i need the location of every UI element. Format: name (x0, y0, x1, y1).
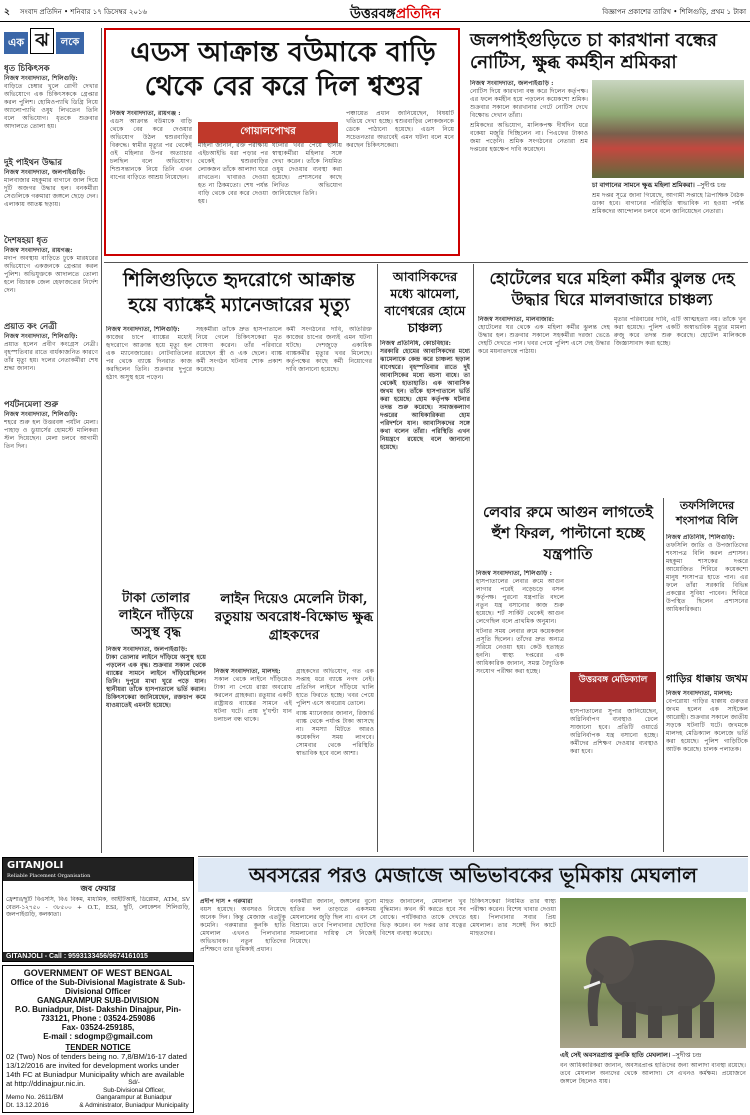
elderly-story (104, 590, 208, 852)
masthead (350, 2, 440, 26)
gov-subdivision: GANGARAMPUR SUB-DIVISION (37, 996, 159, 1005)
cash-col-1 (214, 668, 292, 848)
brief-byline: নিজস্ব সংবাদদাতা, শিলিগুড়ি: (4, 411, 78, 418)
brief-body: মালবাজার মহকুমার বাগানে জাল দিয়ে দুটি অজগর উদ্ধার হল। বনকর্মীরা সেগুলিকে গরুমারা জঙ্গলে ছেড়ে দেন। এলাকায় আতঙ্ক ছড়ায়। (4, 177, 98, 208)
elephant-col-1 (200, 898, 286, 1110)
brief-title: দৈশষহয়া ধৃত (4, 236, 48, 246)
car-byline: নিজস্ব সংবাদদাতা, মালদহ: (666, 690, 733, 697)
tribal-headline: তফসিলিদের শংসাপত্র বিলি (676, 499, 738, 527)
column-rule (101, 28, 102, 853)
tea-story (466, 28, 748, 268)
tribal-body: তফসিলি জাতি ও উপজাতিদের শংসাপত্র বিলি করল প্রশাসন। মহকুমা শাসকের দপ্তরে আয়োজিত শিবিরে কয়েকশো মানুষ শংসাপত্র হাতে পান। এর ফলে তাঁরা সরকারি বিভিন্ন প্রকল্পের সুবিধা পাবেন। শিবিরে উপস্থিত ছিলেন প্রশাসনের আধিকারিকরা। (666, 542, 748, 613)
tea-byline: নিজস্ব সংবাদদাতা, জলপাইগুড়ি : (470, 80, 554, 87)
photo-credit: –সুদীপ্ত চন্দ্র (672, 1051, 702, 1059)
tribal-body-col (666, 534, 748, 666)
page-header (0, 0, 750, 22)
gov-address: P.O. Buniadpur, Dist- Dakshin Dinajpur, Pin- 733121, Phone : 03524-259086 (14, 1005, 182, 1023)
elephant-body: চিকিৎসকেরা নিয়মিত তার স্বাস্থ্য পরীক্ষা করেন। বিশেষ খাবার দেওয়া হয়। পিলখানার সবার প্রিয় মেঘলাল। তার সঙ্গেই দিন কাটে মাহুতদের। (470, 898, 556, 937)
ek-jholoke-logo (4, 28, 84, 56)
gov-sign: & Administrator, Buniadpur Municipality (79, 1102, 189, 1110)
brief-item (4, 159, 98, 209)
car-headline: গাড়ির ধাক্কায় জখম (666, 673, 748, 685)
gitanjoli-footer: GITANJOLI - Call : 9593133456/9674161015 (3, 952, 193, 961)
cash-col-2 (296, 668, 374, 848)
elephant-body: বনকর্মীরা জানান, জঙ্গলের বুনো হাতির দল তাড়াতে একসময় মেঘলালের জুড়ি ছিল না। এখন সে বিশ্রামে। তবে পিলখানার ছোটদের সামলানোর দায়িত্ব সে নিজেই নিয়েছে। (290, 898, 376, 945)
heart-col-2 (196, 326, 282, 582)
gitanjoli-heading: জব ফেয়ার (80, 883, 116, 893)
brief-item (4, 237, 98, 295)
heart-body: কাজের চাপে ব্যাঙ্কের মধ্যেই হৃদরোগে আক্রান্ত হয়ে মৃত্যু হল এক ম্যানেজারের। নোটবাতিলের পর থেকে ব্যাঙ্কে দিনরাত কাজ করছিলেন তিনি। শুক্রবার দুপুরে হঠাৎ অসুস্থ হয়ে পড়েন। (106, 334, 192, 381)
gitanjoli-body: ফ্রেশার/ছুটি বিএসসি, বিএ বিকম, মাধ্যমিক, আইটিআই, ডিপ্লোমা, ATM, SV বেতন-১২৭৫০ - ৩৮৫০০ + O.T., ESI, ছুটি, লোকেশন শিলিগুড়ি, জলপাইগুড়ি, কলকাতা। (6, 897, 190, 918)
hotel-col-2 (614, 316, 746, 490)
lead-headline: এডস আক্রান্ত বউমাকে বাড়ি থেকে বের করে দিল শ্বশুর (130, 37, 436, 102)
column-rule (377, 264, 378, 852)
elephant-col-3 (380, 898, 466, 1110)
lead-col-3 (272, 142, 342, 252)
tea-workers-photo (592, 80, 744, 178)
brief-body: বাড়িতে চেম্বার খুলে রোগী দেখার অভিযোগে এক চিকিৎসককে গ্রেপ্তার করল পুলিশ। হোমিওপ্যাথি ডিগ্রি নিয়ে অ্যালোপ্যাথি ওষুধ লিখতেন তিনি বলে অভিযোগ। ধৃতকে শুক্রবার আদালতে তোলা হয়। (4, 83, 98, 130)
cash-body: সকাল থেকে লাইনে দাঁড়িয়েও টাকা না পেয়ে রাস্তা অবরোধ করলেন গ্রাহকরা। রতুয়ার একটি রাষ্ট্রায়ত্ত ব্যাঙ্কের সামনে এই ঘটনা ঘটে। প্রায় দু'ঘণ্টা যান চলাচল বন্ধ থাকে। (214, 676, 292, 723)
photo-credit: –সুদীপ্ত চন্দ্র (696, 181, 726, 189)
elderly-body-col (106, 646, 206, 846)
brief-title: দুই পাইথন উদ্ধার (4, 158, 63, 168)
elderly-byline: নিজস্ব সংবাদদাতা, জলপাইগুড়ি: (106, 646, 188, 653)
brief-item (4, 323, 98, 373)
brief-byline: নিজস্ব সংবাদদাতা, জলপাইগুড়ি: (4, 169, 86, 176)
tea-photo-caption (592, 180, 744, 191)
heart-body: সহকর্মীরা তাঁকে দ্রুত হাসপাতালে নিয়ে গেলে চিকিৎসকেরা মৃত ঘোষণা করেন। তাঁর পরিবারে রয়েছেন স্ত্রী ও এক ছেলে। ব্যাঙ্ক কর্মী সংগঠন ঘটনায় শোক প্রকাশ করেছে। (196, 326, 282, 373)
elephant-col-5 (560, 1062, 746, 1110)
brief-title: প্রয়াত কং নেত্রী (4, 322, 57, 332)
elephant-photo (560, 898, 746, 1048)
car-story (666, 672, 748, 852)
elephant-headline: অবসরের পরও মেজাজে অভিভাবকের ভূমিকায় মেঘলাল (198, 858, 748, 892)
tea-body: শ্রম দপ্তর সূত্রে জানা গিয়েছে, আগামী সপ্তাহে ত্রিপাক্ষিক বৈঠক ডাকা হবে। বাগানের পরিস্থিতি স্বাভাবিক না হওয়া পর্যন্ত শ্রমিকদের আন্দোলন চলবে বলে জানিয়েছেন নেতারা। (592, 192, 744, 215)
home-story (380, 264, 470, 852)
briefs-column (4, 62, 98, 852)
hotel-col-1 (478, 316, 610, 490)
lead-byline: নিজস্ব সংবাদদাতা, রায়গঞ্জ : (110, 110, 181, 117)
brief-byline: নিজস্ব সংবাদদাতা, শিলিগুড়ি: (4, 333, 78, 340)
elephant-body: বন আধিকারিকরা জানান, অবসরপ্রাপ্ত হাতিদের জন্য আলাদা ব্যবস্থা রয়েছে। তবে মেঘলাল অন্যদের থেকে আলাদা। সে এখনও কর্মক্ষম। প্রয়োজনে জঙ্গলে টহলেও যায়। (560, 1062, 746, 1085)
gov-sd: Sd/- (128, 1078, 140, 1086)
lead-col-1 (110, 110, 192, 252)
elephant-body: মাহুত জানালেন, মেঘলাল খুব বুদ্ধিমান। কখন কী করতে হবে সব বোঝে। পর্যটকরাও তাকে দেখতে ভিড় করেন। বন দপ্তর তার যত্নের বিশেষ ব্যবস্থা করেছে। (380, 898, 466, 937)
fire-col-2 (570, 708, 658, 850)
hotel-byline: নিজস্ব সংবাদদাতা, মালবাজার: (478, 316, 555, 323)
fire-byline: নিজস্ব সংবাদদাতা, শিলিগুড়ি : (476, 570, 552, 577)
elephant-photo-caption (560, 1050, 746, 1061)
date-line: সংবাদ প্রতিদিন • শনিবার ১৭ ডিসেম্বর ২০১৬ (20, 8, 148, 16)
fire-col-1 (476, 570, 564, 850)
gov-sign: Gangarampur at Buniadpur (95, 1094, 173, 1102)
brief-title: ধৃত চিকিৎসক (4, 64, 50, 74)
elephant-body: বয়স হয়েছে। অবসরও নিয়েছে অনেক দিন। কিন্তু মেজাজ এতটুকু কমেনি। গরুমারার কুনকি হাতি মেঘলাল এখনও পিলখানার অভিভাবক। নতুন হাতিদের প্রশিক্ষণে তার ভূমিকাই প্রধান। (200, 906, 286, 953)
masthead-prefix: উত্তরবঙ্গ (350, 6, 396, 22)
gov-title: GOVERNMENT OF WEST BENGAL (23, 968, 173, 978)
heart-body: কর্মী সংগঠনের দাবি, অতিরিক্ত কাজের চাপের জন্যই এমন ঘটনা ঘটছে। দেশজুড়ে একাধিক ব্যাঙ্ককর্মীর মৃত্যুর খবর মিলেছে। কর্তৃপক্ষের কাছে কর্মী নিয়োগের দাবি জানানো হয়েছে। (286, 326, 372, 373)
lead-body: এডস আক্রান্ত বউমাকে বাড়ি থেকে বের করে দেওয়ার অভিযোগ উঠল শ্বশুরবাড়ির বিরুদ্ধে। স্বামীর মৃত্যুর পর থেকেই ওই মহিলার উপর অত্যাচার চলছিল বলে অভিযোগ। শিশুসন্তানকে নিয়ে তিনি এখন বাপের বাড়িতে আশ্রয় নিয়েছেন। (110, 118, 192, 181)
lead-body: পঞ্চায়েত প্রধান জানিয়েছেন, বিষয়টি খতিয়ে দেখা হচ্ছে। শ্বশুরবাড়ির লোকজনকে ডেকে পাঠানো হয়েছে। এডস নিয়ে সচেতনতার অভাবেই এমন ঘটনা বলে মনে করছেন চিকিৎসকেরা। (346, 110, 454, 149)
caption-text: এই সেই অবসরপ্রাপ্ত কুনকি হাতি মেঘলাল। (560, 1051, 671, 1059)
fire-headline: লেবার রুমে আগুন লাগতেই হুঁশ ফিরল, পাল্টানো হচ্ছে যন্ত্রপাতি (483, 503, 653, 563)
lead-body: ঘটনার খবর পেয়ে স্থানীয় স্বাস্থ্যকর্মীরা মহিলার সঙ্গে দেখা করেন। তাঁকে নিয়মিত ওষুধ দেওয়ার ব্যবস্থা করা হয়েছে। প্রশাসনের কাছে লিখিত অভিযোগ জানিয়েছেন তিনি। (272, 142, 342, 197)
tea-col-2 (592, 192, 744, 264)
tea-body: নোটিস দিয়ে কারখানা বন্ধ করে দিলেন কর্তৃপক্ষ। এর ফলে কর্মহীন হয়ে পড়লেন কয়েকশো শ্রমিক। শুক্রবার সকালে কারখানার গেটে নোটিস দেখে বিক্ষোভ দেখান তাঁরা। (470, 88, 588, 119)
heart-col-3 (286, 326, 372, 582)
gov-fax: Fax- 03524-259185, (61, 1023, 135, 1032)
brief-body: শহরে শুরু হল উত্তরবঙ্গ পর্যটন মেলা। পাহাড় ও ডুয়ার্সের হোমস্টে মালিকরা স্টল দিয়েছেন। মেলা চলবে আগামী তিন দিন। (4, 419, 98, 450)
elephant-story (198, 858, 748, 1113)
gov-sign: Sub-Divisional Officer, (103, 1086, 165, 1094)
elderly-headline: টাকা তোলার লাইনে দাঁড়িয়ে অসুস্থ বৃদ্ধ (118, 591, 194, 640)
cash-headline: লাইন দিয়েও মেলেনি টাকা, রতুয়ায় অবরোধ-বিক্ষোভ ক্ষুব্ধ গ্রাহকদের (214, 591, 374, 643)
home-body: সরকারি হোমের আবাসিকদের মধ্যে ঝামেলাকে কেন্দ্র করে চাঞ্চল্য ছড়াল বাণেশ্বরে। বৃহস্পতিবার রাতে দুই আবাসিকের মধ্যে বচসা বাধে। তা থেকেই হাতাহাতি। এক আবাসিক জখম হন। তাঁকে হাসপাতালে ভর্তি করা হয়েছে। হোম কর্তৃপক্ষ ঘটনার তদন্ত শুরু করেছে। সমাজকল্যাণ দপ্তরের আধিকারিকরা হোম পরিদর্শনে যান। আবাসিকদের সঙ্গে কথা বলেন তাঁরা। পরিস্থিতি এখন নিয়ন্ত্রণে রয়েছে বলে জানানো হয়েছে। (380, 348, 470, 451)
cash-story (214, 590, 374, 852)
lead-story (104, 28, 460, 256)
logo-letter: ঝ (30, 28, 54, 54)
header-right-line: বিজ্ঞাপন প্রকাশের তারিখ • শিলিগুড়ি, প্রথম ১ টাকা (602, 8, 746, 16)
tea-headline: জলপাইগুড়িতে চা কারখানা বন্ধের নোটিস, ক্ষুব্ধ কর্মহীন শ্রমিকরা (470, 30, 717, 73)
brief-byline: নিজস্ব সংবাদদাতা, রায়গঞ্জ: (4, 247, 73, 254)
column-rule (663, 498, 664, 852)
tribal-story (666, 498, 748, 668)
home-headline: আবাসিকদের মধ্যে ঝামেলা, বাণেশ্বরের হোমে চাঞ্চল্য (384, 269, 466, 335)
medical-tag: উত্তরবঙ্গ মেডিক্যাল (570, 672, 656, 702)
column-rule (473, 264, 474, 852)
cash-body: ব্যাঙ্ক ম্যানেজার জানান, রিজার্ভ ব্যাঙ্ক থেকে পর্যাপ্ত টাকা আসছে না। সমস্যা মিটতে আরও কয়েকদিন সময় লাগবে। সোমবার থেকে পরিস্থিতি স্বাভাবিক হবে বলে আশা। (296, 710, 374, 757)
hotel-headline: হোটেলের ঘরে মহিলা কর্মীর ঝুলন্ত দেহ উদ্ধার ঘিরে মালবাজারে চাঞ্চল্য (489, 269, 735, 309)
brief-byline: নিজস্ব সংবাদদাতা, শিলিগুড়ি: (4, 75, 78, 82)
home-byline: নিজস্ব প্রতিনিধি, কোচবিহার: (380, 340, 451, 347)
tea-body: শ্রমিকদের অভিযোগ, মালিকপক্ষ দীর্ঘদিন ধরে বকেয়া মজুরি দিচ্ছিলেন না। পিএফের টাকাও জমা পড়েনি। শ্রমিক সংগঠনের নেতারা শ্রম দপ্তরের হস্তক্ষেপ দাবি করেছেন। (470, 122, 588, 153)
cash-body: গ্রাহকদের অভিযোগ, গত এক সপ্তাহ ধরে ব্যাঙ্কে নগদ নেই। প্রতিদিন লাইনে দাঁড়িয়ে খালি হাতে ফিরতে হচ্ছে। খবর পেয়ে পুলিশ এসে অবরোধ তোলে। (296, 668, 374, 707)
elephant-byline: প্রদীপ দাস • গরুমারা (200, 898, 253, 905)
fire-story (476, 498, 660, 852)
lead-col-4 (346, 110, 454, 252)
gov-email: E-mail : sdogmp@gmail.com (43, 1032, 153, 1041)
elephant-col-4 (470, 898, 556, 1110)
logo-letter: এক (4, 32, 28, 54)
car-body: বেপরোয়া গাড়ির ধাক্কায় গুরুতর জখম হলেন এক সাইকেল আরোহী। শুক্রবার সকালে জাতীয় সড়কে ঘটনাটি ঘটে। জখমকে মালদহ মেডিক্যাল কলেজে ভর্তি করা হয়েছে। পুলিশ গাড়িটিকে আটক করেছে। চালক পলাতক। (666, 698, 748, 753)
heart-col-1 (106, 326, 192, 582)
memo-number: Memo No. 2611/BM (6, 1094, 64, 1101)
logo-letter: লকে (56, 32, 84, 54)
hotel-body: মৃতার পরিবারের দাবি, এটি আত্মহত্যা নয়। তাঁকে খুন করা হয়েছে। পুলিশ একটি অস্বাভাবিক মৃত্যুর মামলা রুজু করে তদন্ত শুরু করেছে। হোটেল মালিককে জিজ্ঞাসাবাদ করা হচ্ছে। (614, 316, 746, 347)
lead-body: মহিলা জানান, রক্ত পরীক্ষায় এইচআইভি ধরা পড়ার পর থেকেই শ্বশুরবাড়ির লোকজন তাঁকে আলাদা ঘরে রাখতেন। খাবারও দেওয়া হত না ঠিকমতো। শেষ পর্যন্ত বাড়ি থেকে বের করে দেওয়া হয়। (198, 142, 268, 205)
tender-body: 02 (Two) Nos of tenders being no. 7,8/BM/16-17 dated 13/12/2016 are invited for development works under 14th FC at Buniadpur Municipality which are available at http://ddinajpur.nic.in. (6, 1052, 187, 1088)
section-rule (104, 262, 748, 263)
brief-body: মদ্যপ অবস্থায় বাড়িতে ঢুকে মারধরের অভিযোগে একজনকে গ্রেপ্তার করল পুলিশ। অভিযুক্তকে আদালতে তোলা হলে বিচারক জেল হেফাজতের নির্দেশ দেন। (4, 255, 98, 294)
tribal-byline: নিজস্ব প্রতিনিধি, শিলিগুড়ি: (666, 534, 735, 541)
fire-body: হাসপাতালের সুপার জানিয়েছেন, অগ্নিনির্বাপণ ব্যবস্থাও ঢেলে সাজানো হবে। প্রতিটি ওয়ার্ডে অগ্নিনির্বাপক যন্ত্র বসানো হচ্ছে। কর্মীদের প্রশিক্ষণ দেওয়ার ব্যবস্থাও করা হবে। (570, 708, 658, 755)
home-body-col (380, 340, 470, 848)
masthead-brand: প্রতিদিন (395, 6, 441, 22)
brief-title: পর্যটনমেলা শুরু (4, 400, 59, 410)
lead-col-2 (198, 142, 268, 252)
elephant-col-2 (290, 898, 376, 1110)
cash-byline: নিজস্ব সংবাদদাতা, মালদহ: (214, 668, 281, 675)
heart-story (104, 264, 374, 586)
brief-item (4, 65, 98, 131)
memo-date: Dt. 13.12.2016 (6, 1102, 49, 1109)
section-rule (198, 856, 748, 857)
location-tag: গোয়ালপোখর (198, 122, 338, 143)
gitanjoli-logo: GITANJOLI (3, 858, 193, 873)
government-ad (2, 965, 194, 1113)
elephant-icon (560, 898, 746, 1048)
gitanjoli-ad (2, 857, 194, 962)
hotel-body: হোটেলের ঘর থেকে এক মহিলা কর্মীর ঝুলন্ত দেহ উদ্ধার হল। শুক্রবার সকালে সহকর্মীরা দরজা ভেঙে দেহটি দেখতে পান। খবর পেয়ে পুলিশ এসে দেহ উদ্ধার করে ময়নাতদন্তে পাঠায়। (478, 324, 610, 355)
heart-headline: শিলিগুড়িতে হৃদরোগে আক্রান্ত হয়ে ব্যাঙ্কেই ম্যানেজারের মৃত্যু (123, 269, 355, 316)
tender-heading: TENDER NOTICE (65, 1043, 131, 1052)
page-number: ২ (4, 7, 10, 17)
gitanjoli-tagline: Reliable Placement Organisation (3, 873, 193, 881)
elderly-body: টাকা তোলার লাইনে দাঁড়িয়ে অসুস্থ হয়ে পড়লেন এক বৃদ্ধ। শুক্রবার সকাল থেকে ব্যাঙ্কের সামনে লাইনে দাঁড়িয়েছিলেন তিনি। দুপুরে মাথা ঘুরে পড়ে যান। স্থানীয়রা তাঁকে হাসপাতালে ভর্তি করান। চিকিৎসকেরা জানিয়েছেন, রক্তচাপ কমে যাওয়াতেই এমনটা হয়েছে। (106, 654, 206, 709)
car-body-col (666, 690, 748, 850)
fire-body: ঘটনার সময় লেবার রুমে কয়েকজন প্রসূতি ছিলেন। তাঁদের দ্রুত অন্যত্র সরিয়ে নেওয়া হয়। কেউ হতাহত হননি। স্বাস্থ্য দপ্তরের এক আধিকারিক জানান, সমস্ত বৈদ্যুতিক সংযোগ পরীক্ষা করা হচ্ছে। (476, 628, 564, 675)
tea-col-1 (470, 80, 588, 262)
hotel-story (476, 264, 748, 494)
heart-byline: নিজস্ব সংবাদদাতা, শিলিগুড়ি: (106, 326, 180, 333)
gov-office: Office of the Sub-Divisional Magistrate & Sub-Divisional Officer (10, 978, 186, 996)
caption-text: চা বাগানের সামনে ক্ষুব্ধ মহিলা শ্রমিকরা। (592, 181, 695, 189)
brief-body: প্রয়াত হলেন প্রবীণ কংগ্রেস নেত্রী। বৃহস্পতিবার রাতে বার্ধক্যজনিত কারণে তাঁর মৃত্যু হয়। দলের নেতাকর্মীরা শেষ শ্রদ্ধা জানান। (4, 341, 98, 372)
brief-item (4, 401, 98, 451)
fire-body: হাসপাতালের লেবার রুমে আগুন লাগার পরেই নড়েচড়ে বসল কর্তৃপক্ষ। পুরনো যন্ত্রপাতি বদলে নতুন যন্ত্র বসানোর কাজ শুরু হয়েছে। শর্ট সার্কিট থেকেই আগুন লেগেছিল বলে প্রাথমিক অনুমান। (476, 578, 564, 625)
